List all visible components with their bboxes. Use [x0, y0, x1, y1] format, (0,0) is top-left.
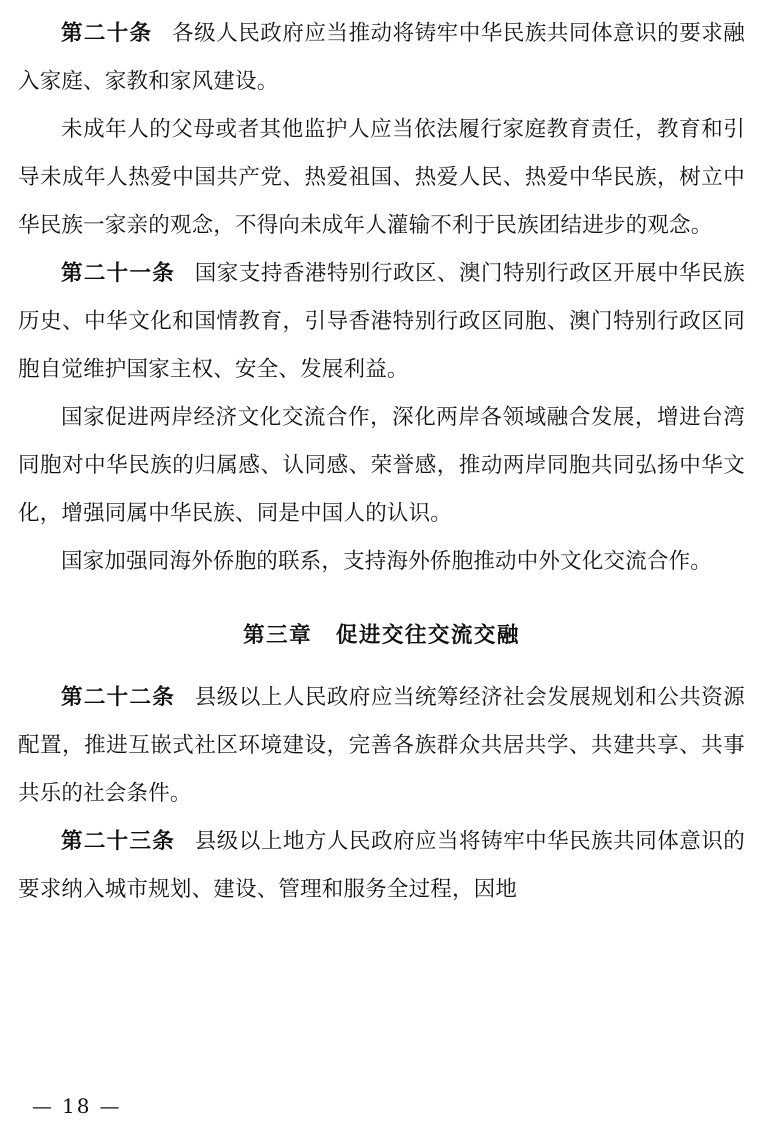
article-label: 第二十一条 [61, 261, 176, 286]
paragraph-article-20 [18, 10, 745, 106]
article-label: 第二十三条 [61, 829, 176, 854]
paragraph-article-21-p3 [18, 538, 745, 586]
paragraph-text: 县级以上人民政府应当统筹经济社会发展规划和公共资源配置，推进互嵌式社区环境建设，完善各族群众共居共学、共建共享、共事共乐的社会条件。 [18, 685, 745, 806]
paragraph-article-21 [18, 250, 745, 394]
article-label: 第二十条 [61, 21, 153, 46]
page-body [18, 10, 745, 914]
chapter-title: 促进交往交流交融 [335, 623, 520, 648]
paragraph-article-21-p2 [18, 394, 745, 538]
article-label: 第二十二条 [61, 685, 176, 710]
paragraph-article-23 [18, 818, 745, 914]
paragraph-text: 国家加强同海外侨胞的联系，支持海外侨胞推动中外文化交流合作。 [61, 549, 713, 574]
paragraph-text: 国家支持香港特别行政区、澳门特别行政区开展中华民族历史、中华文化和国情教育，引导香港特别行政区同胞、澳门特别行政区同胞自觉维护国家主权、安全、发展利益。 [18, 261, 745, 382]
footer-dash-right: — [99, 1094, 122, 1118]
chapter-number: 第三章 [243, 623, 313, 648]
paragraph-article-22 [18, 674, 745, 818]
footer-dash-left: — [32, 1094, 54, 1118]
chapter-heading [18, 586, 745, 674]
paragraph-text: 国家促进两岸经济文化交流合作，深化两岸各领域融合发展，增进台湾同胞对中华民族的归属感、认同感、荣誉感，推动两岸同胞共同弘扬中华文化，增强同属中华民族、同是中国人的认识。 [18, 405, 745, 526]
paragraph-article-20-p2 [18, 106, 745, 250]
page-footer [0, 1094, 767, 1118]
paragraph-text: 未成年人的父母或者其他监护人应当依法履行家庭教育责任，教育和引导未成年人热爱中国共产党、热爱祖国、热爱人民、热爱中华民族，树立中华民族一家亲的观念，不得向未成年人灌输不利于民族团结进步的观念。 [18, 117, 745, 238]
paragraph-text: 各级人民政府应当推动将铸牢中华民族共同体意识的要求融入家庭、家教和家风建设。 [18, 21, 745, 94]
page-number: 18 [62, 1094, 92, 1118]
paragraph-text: 县级以上地方人民政府应当将铸牢中华民族共同体意识的要求纳入城市规划、建设、管理和服务全过程，因地 [18, 829, 745, 902]
